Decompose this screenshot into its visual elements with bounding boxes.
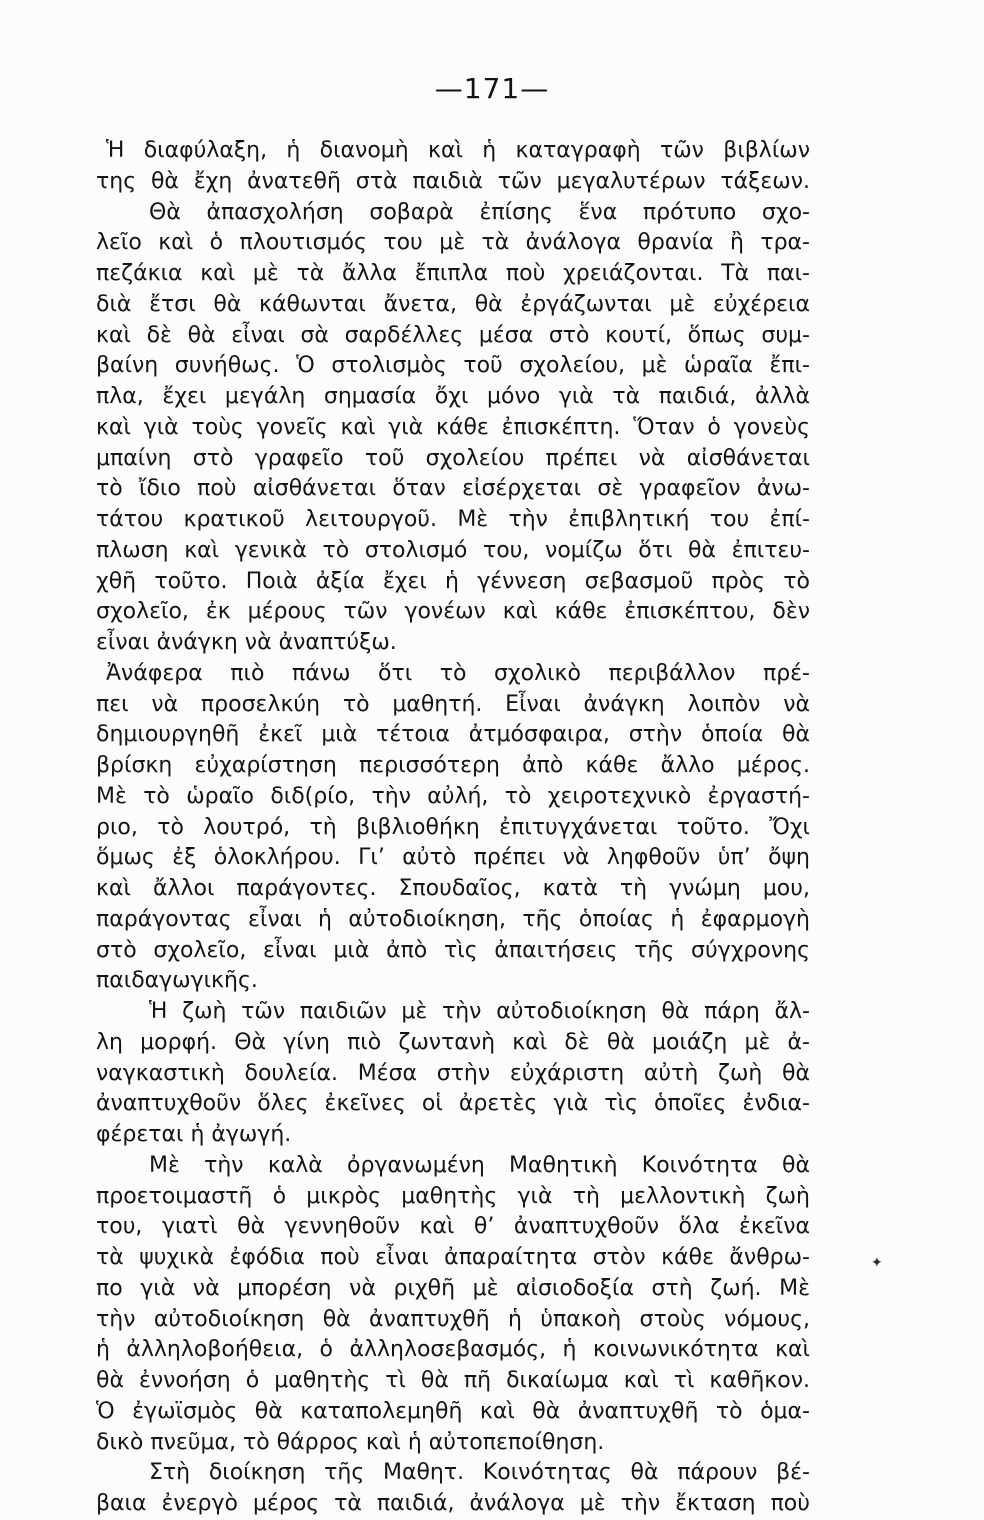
text-line: πο γιὰ νὰ μπορέση νὰ ριχθῆ μὲ αἰσιοδοξία στὴ ζωή. Μὲ [96, 1275, 810, 1301]
text-line: δικὸ πνεῦμα, τὸ θάρρος καὶ ἡ αὐτοπεποίθηση. [96, 1429, 605, 1455]
text-line: προετοιμαστῆ ὁ μικρὸς μαθητὴς γιὰ τὴ μελλοντικὴ ζωὴ [96, 1183, 810, 1209]
page-number: —171— [434, 72, 550, 105]
text-line: πλα, ἔχει μεγάλη σημασία ὄχι μόνο γιὰ τὰ παιδιά, ἀλλὰ [96, 384, 810, 409]
text-line: φέρεται ἡ ἀγωγή. [96, 1122, 292, 1147]
text-line: πεζάκια καὶ μὲ τὰ ἄλλα ἔπιπλα ποὺ χρειάζονται. Τὰ παι- [96, 261, 810, 286]
text-line: Θὰ ἀπασχολήση σοβαρὰ ἐπίσης ἕνα πρότυπο σχο- [149, 199, 810, 225]
text-line: της θὰ ἔχη ἀνατεθῆ στὰ παιδιὰ τῶν μεγαλυτέρων τάξεων. [96, 168, 810, 194]
text-line: βαια ἐνεργὸ μέρος τὰ παιδιά, ἀνάλογα μὲ τὴν ἔκταση ποὺ [96, 1491, 810, 1516]
text-line: στὸ σχολεῖο, εἶναι μιὰ ἀπὸ τὶς ἀπαιτήσεις τῆς σύγχρονης [96, 937, 810, 963]
text-line: Ὁ ἐγωϊσμὸς θὰ καταπολεμηθῆ καὶ θὰ ἀναπτυχθῆ τὸ ὁμα- [96, 1398, 810, 1424]
text-line: ἀναπτυχθοῦν ὅλες ἐκεῖνες οἱ ἀρετὲς γιὰ τὶς ὁποῖες ἐνδια- [96, 1091, 810, 1117]
text-line: Ἀνάφερα πιὸ πάνω ὅτι τὸ σχολικὸ περιβάλλον πρέ- [106, 660, 810, 686]
text-line: χθῆ τοῦτο. Ποιὰ ἀξία ἔχει ἡ γέννεση σεβασμοῦ πρὸς τὸ [96, 568, 810, 594]
text-line: Μὲ τὸ ὡραῖο διδ(ρίο, τὴν αὐλή, τὸ χειροτεχνικὸ ἐργαστή- [96, 783, 810, 809]
text-line: βρίσκη εὐχαρίστηση περισσότερη ἀπὸ κάθε ἄλλο μέρος. [96, 753, 810, 778]
text-line: Ἡ ζωὴ τῶν παιδιῶν μὲ τὴν αὐτοδιοίκηση θὰ πάρη ἄλ- [149, 999, 810, 1024]
text-line: τὸ ἴδιο ποὺ αἰσθάνεται ὅταν εἰσέρχεται σὲ γραφεῖον ἀνω- [96, 476, 810, 502]
text-line: τάτου κρατικοῦ λειτουργοῦ. Μὲ τὴν ἐπιβλητική του ἐπί- [96, 507, 810, 532]
text-line: καὶ γιὰ τοὺς γονεῖς καὶ γιὰ κάθε ἐπισκέπτη. Ὅταν ὁ γονεὺς [96, 414, 810, 440]
text-line: σχολεῖο, ἐκ μέρους τῶν γονέων καὶ κάθε ἐπισκέπτου, δὲν [96, 599, 810, 625]
text-line: λη μορφή. Θὰ γίνη πιὸ ζωντανὴ καὶ δὲ θὰ μοιάζη μὲ ἀ- [96, 1029, 810, 1055]
text-line: θὰ ἐννοήση ὁ μαθητὴς τὶ θὰ πῆ δικαίωμα καὶ τὶ καθῆκον. [96, 1368, 810, 1393]
text-line: καὶ ἄλλοι παράγοντες. Σπουδαῖος, κατὰ τὴ γνώμη μου, [96, 876, 810, 901]
text-line: ναγκαστικὴ δουλεία. Μέσα στὴν εὐχάριστη αὐτὴ ζωὴ θὰ [96, 1060, 810, 1086]
text-line: δημιουργηθῆ ἐκεῖ μιὰ τέτοια ἀτμόσφαιρα, στὴν ὁποία θὰ [96, 722, 810, 748]
text-line: βαίνη συνήθως. Ὁ στολισμὸς τοῦ σχολείου, μὲ ὡραῖα ἔπι- [96, 353, 810, 379]
text-line: ἡ ἀλληλοβοήθεια, ὁ ἀλληλοσεβασμός, ἡ κοινωνικότητα καὶ [96, 1337, 810, 1363]
ink-smudge-mark: ✦ [871, 1255, 883, 1271]
text-line: του, γιατὶ θὰ γεννηθοῦν καὶ θ’ ἀναπτυχθοῦν ὅλα ἐκεῖνα [96, 1214, 810, 1240]
text-line: Στὴ διοίκηση τῆς Μαθητ. Κοινότητας θὰ πάρουν βέ- [149, 1460, 810, 1486]
text-line: καὶ δὲ θὰ εἶναι σὰ σαρδέλλες μέσα στὸ κουτί, ὅπως συμ- [96, 322, 810, 348]
text-line: Μὲ τὴν καλὰ ὀργανωμένη Μαθητικὴ Κοινότητα θὰ [149, 1152, 810, 1178]
text-line: τὰ ψυχικὰ ἐφόδια ποὺ εἶναι ἀπαραίτητα στὸν κάθε ἄνθρω- [96, 1245, 810, 1270]
text-line: παιδαγωγικῆς. [96, 968, 258, 994]
text-line: εἶναι ἀνάγκη νὰ ἀναπτύξω. [96, 630, 397, 655]
text-line: διὰ ἔτσι θὰ κάθωνται ἄνετα, θὰ ἐργάζωνται μὲ εὐχέρεια [96, 291, 810, 317]
text-line: πλωση καὶ γενικὰ τὸ στολισμό του, νομίζω ὅτι θὰ ἐπιτευ- [96, 537, 810, 563]
text-line: μπαίνη στὸ γραφεῖο τοῦ σχολείου πρέπει νὰ αἰσθάνεται [96, 445, 810, 471]
text-line: λεῖο καὶ ὁ πλουτισμός του μὲ τὰ ἀνάλογα θρανία ἢ τρα- [96, 230, 810, 256]
text-line: παράγοντας εἶναι ἡ αὐτοδιοίκηση, τῆς ὁποίας ἡ ἐφαρμογὴ [96, 906, 810, 932]
text-line: ὅμως ἐξ ὁλοκλήρου. Γι’ αὐτὸ πρέπει νὰ ληφθοῦν ὑπ’ ὄψη [96, 845, 810, 871]
body-text [96, 136, 810, 1520]
text-line: τὴν αὐτοδιοίκηση θὰ ἀναπτυχθῆ ἡ ὑπακοὴ στοὺς νόμους, [96, 1306, 810, 1332]
text-line: πει νὰ προσελκύη τὸ μαθητή. Εἶναι ἀνάγκη λοιπὸν νὰ [96, 691, 810, 717]
text-line: ριο, τὸ λουτρό, τὴ βιβλιοθήκη ἐπιτυγχάνεται τοῦτο. Ὄχι [96, 814, 810, 840]
text-line: Ἡ διαφύλαξη, ἡ διανομὴ καὶ ἡ καταγραφὴ τῶν βιβλίων [106, 138, 810, 163]
